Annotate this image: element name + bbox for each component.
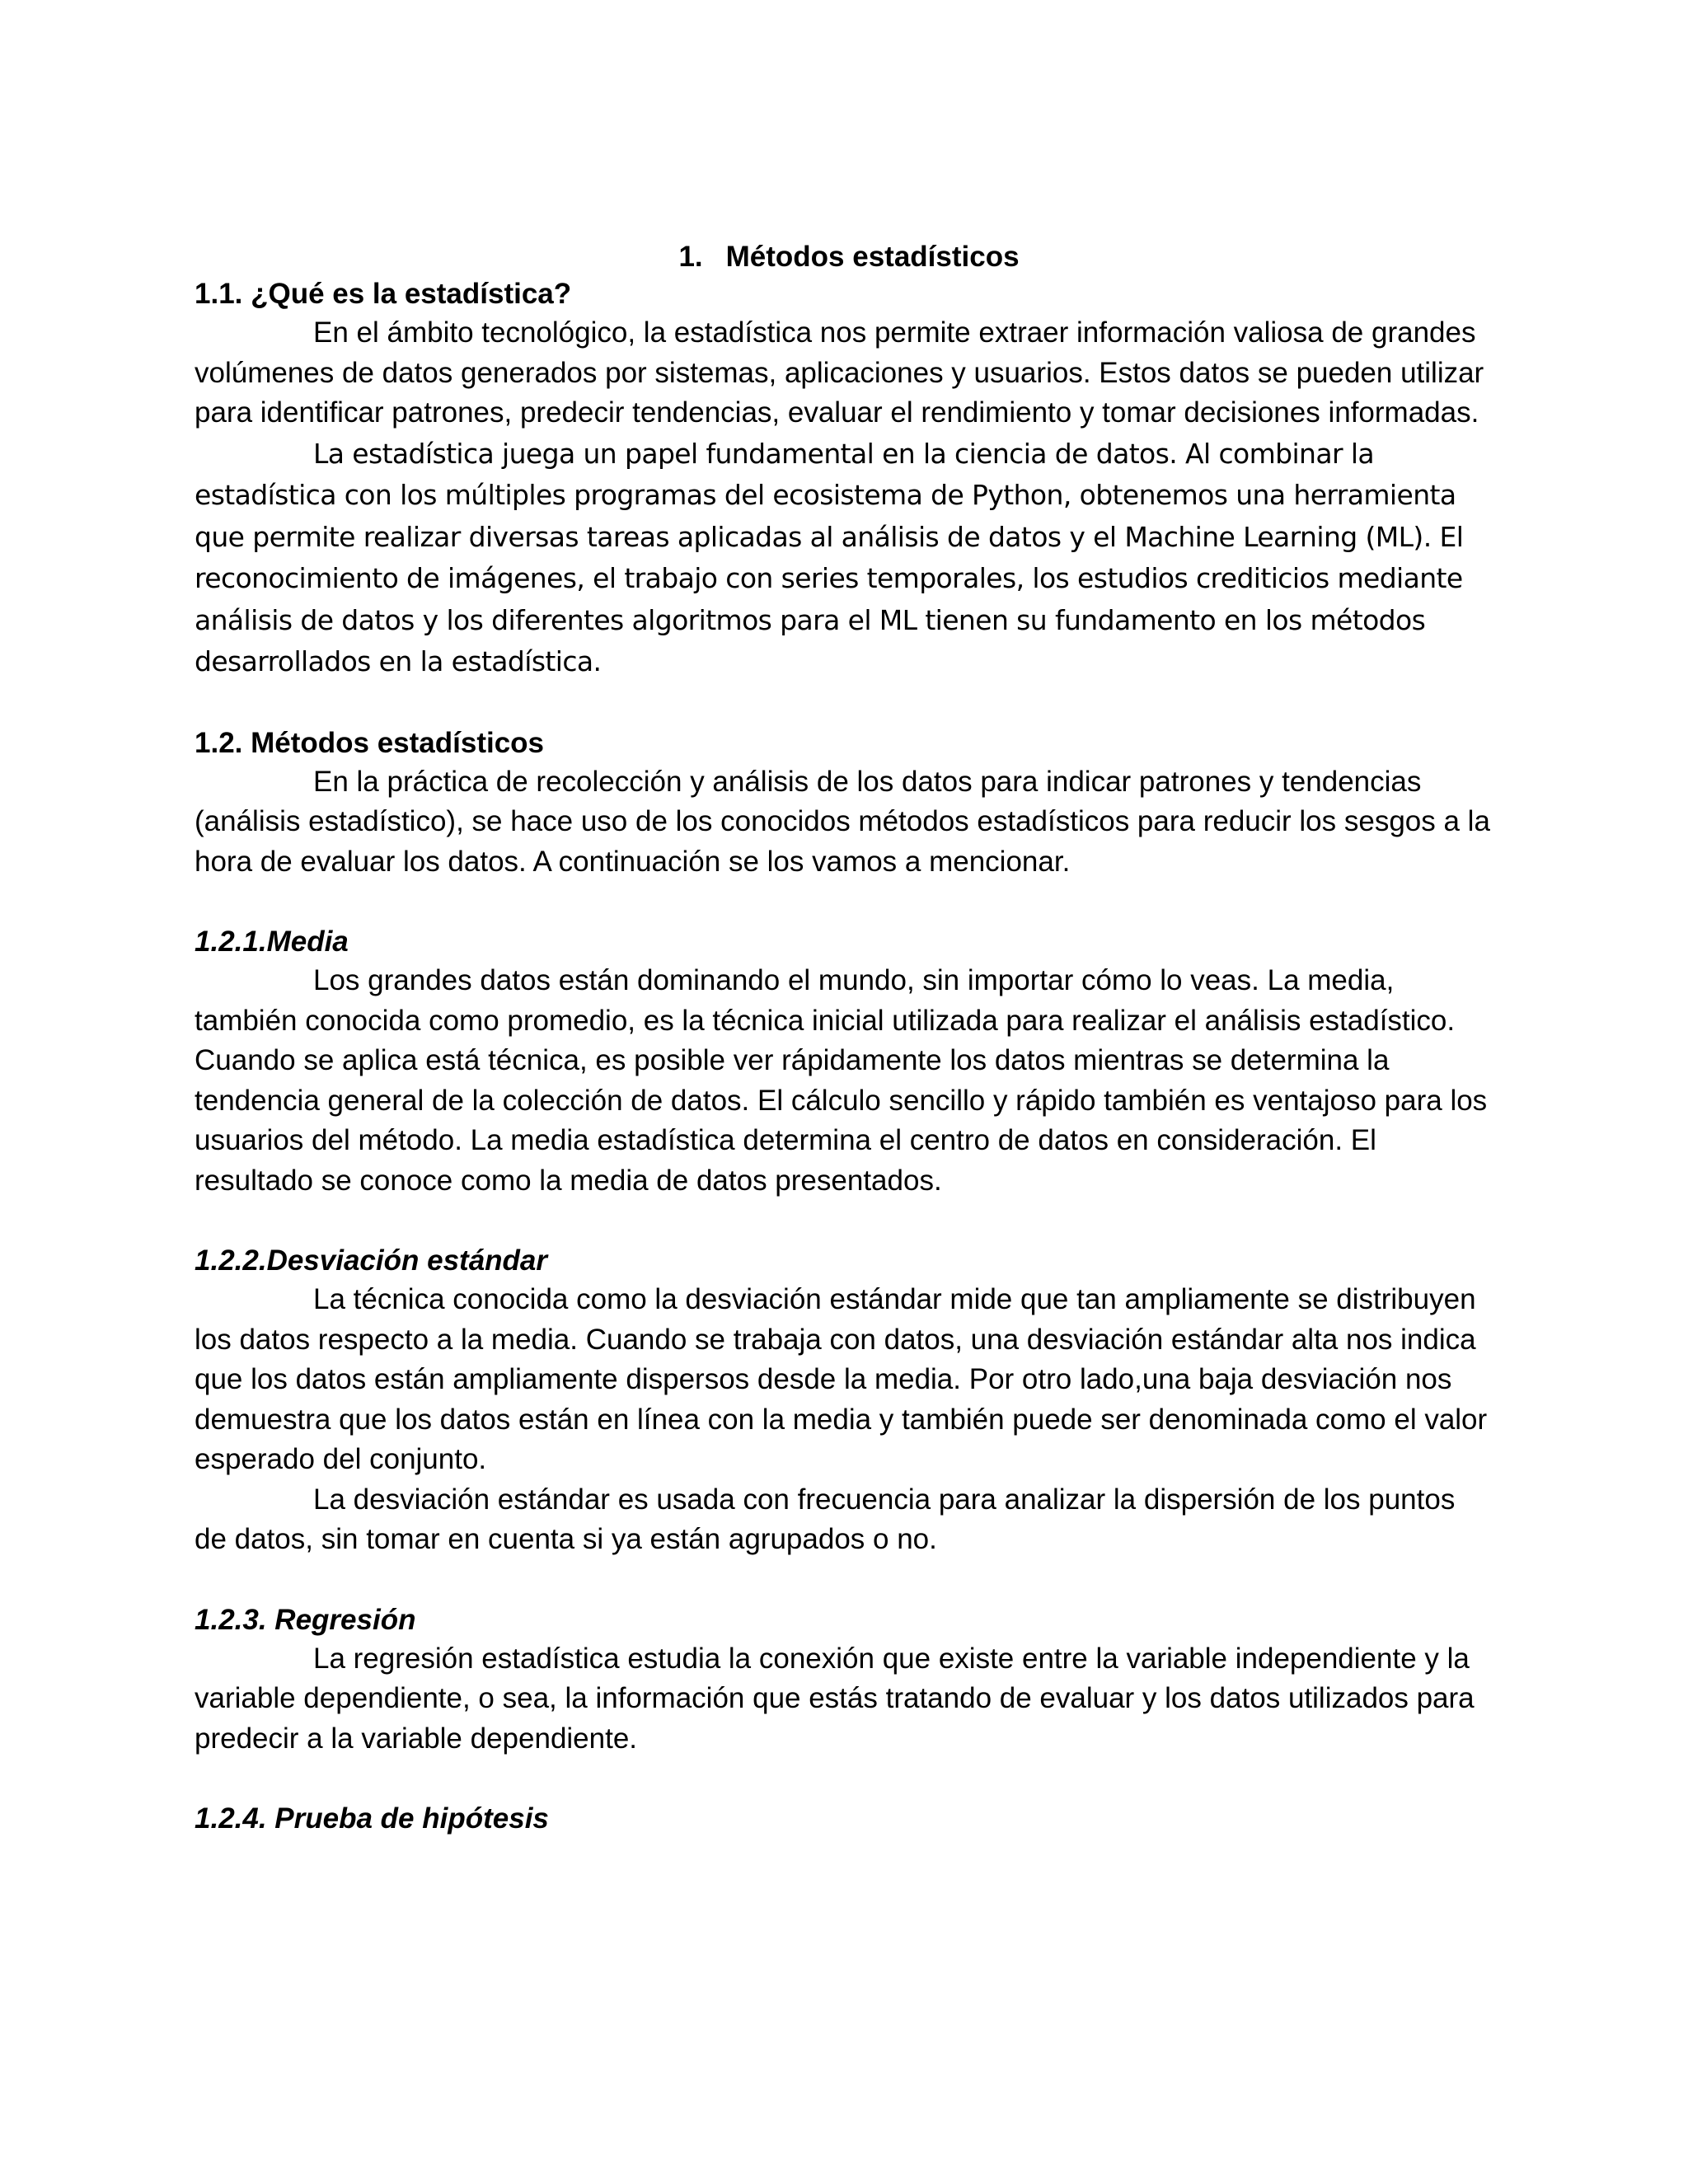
paragraph: La regresión estadística estudia la conexión que existe entre la variable independiente y la variable dependiente, o sea, la información que estás tratando de evaluar y los datos utilizados para predecir a la variable dependiente. [195, 1642, 1475, 1755]
paragraph: En el ámbito tecnológico, la estadística nos permite extraer información valiosa de grandes volúmenes de datos generados por sistemas, aplicaciones y usuarios. Estos datos se pueden utilizar para identificar patrones, predecir tendencias, evaluar el rendimiento y tomar decisiones informadas. [195, 316, 1484, 429]
section-heading-que-es-estadistica: 1.1. ¿Qué es la estadística? [195, 278, 572, 310]
paragraph: La estadística juega un papel fundamental en la ciencia de datos. Al combinar la estadística con los múltiples programas del ecosistema de Python, obtenemos una herramienta que permite realizar diversas tareas aplicadas al análisis de datos y el Machine Learning (ML). El reconocimiento de imágenes, el trabajo con series temporales, los estudios crediticios mediante análisis de datos y los diferentes algoritmos para el ML tienen su fundamento en los métodos desarrollados en la estadística. [195, 437, 1464, 677]
paragraph: La desviación estándar es usada con frecuencia para analizar la dispersión de los puntos de datos, sin tomar en cuenta si ya están agrupados o no. [195, 1483, 1456, 1555]
section-heading-metodos-estadisticos: 1.2. Métodos estadísticos [195, 726, 545, 759]
document-title [195, 239, 1490, 275]
paragraph: Los grandes datos están dominando el mundo, sin importar cómo lo veas. La media, también conocida como promedio, es la técnica inicial utilizada para realizar el análisis estadístico. Cuando se aplica está técnica, es posible ver rápidamente los datos mientras se determina la tendencia general de la colección de datos. El cálculo sencillo y rápido también es ventajoso para los usuarios del método. La media estadística determina el centro de datos en consideración. El resultado se conoce como la media de datos presentados. [195, 964, 1488, 1197]
paragraph: En la práctica de recolección y análisis de los datos para indicar patrones y tendencias (análisis estadístico), se hace uso de los conocidos métodos estadísticos para reducir los sesgos a la hora de evaluar los datos. A continuación se los vamos a mencionar. [195, 765, 1490, 878]
document-title-text: Métodos estadísticos [725, 241, 1020, 273]
document-page [195, 239, 1490, 1838]
subsection-heading-regresion: 1.2.3. Regresión [195, 1603, 416, 1636]
subsection-heading-prueba-de-hipotesis: 1.2.4. Prueba de hipótesis [195, 1802, 549, 1835]
paragraph: La técnica conocida como la desviación estándar mide que tan ampliamente se distribuyen los datos respecto a la media. Cuando se trabaja con datos, una desviación estándar alta nos indica que los datos están ampliamente dispersos desde la media. Por otro lado,una baja desviación nos demuestra que los datos están en línea con la media y también puede ser denominada como el valor esperado del conjunto. [195, 1283, 1488, 1475]
document-title-number: 1. [678, 241, 703, 273]
subsection-heading-desviacion-estandar: 1.2.2.Desviación estándar [195, 1244, 547, 1277]
subsection-heading-media: 1.2.1.Media [195, 926, 349, 958]
